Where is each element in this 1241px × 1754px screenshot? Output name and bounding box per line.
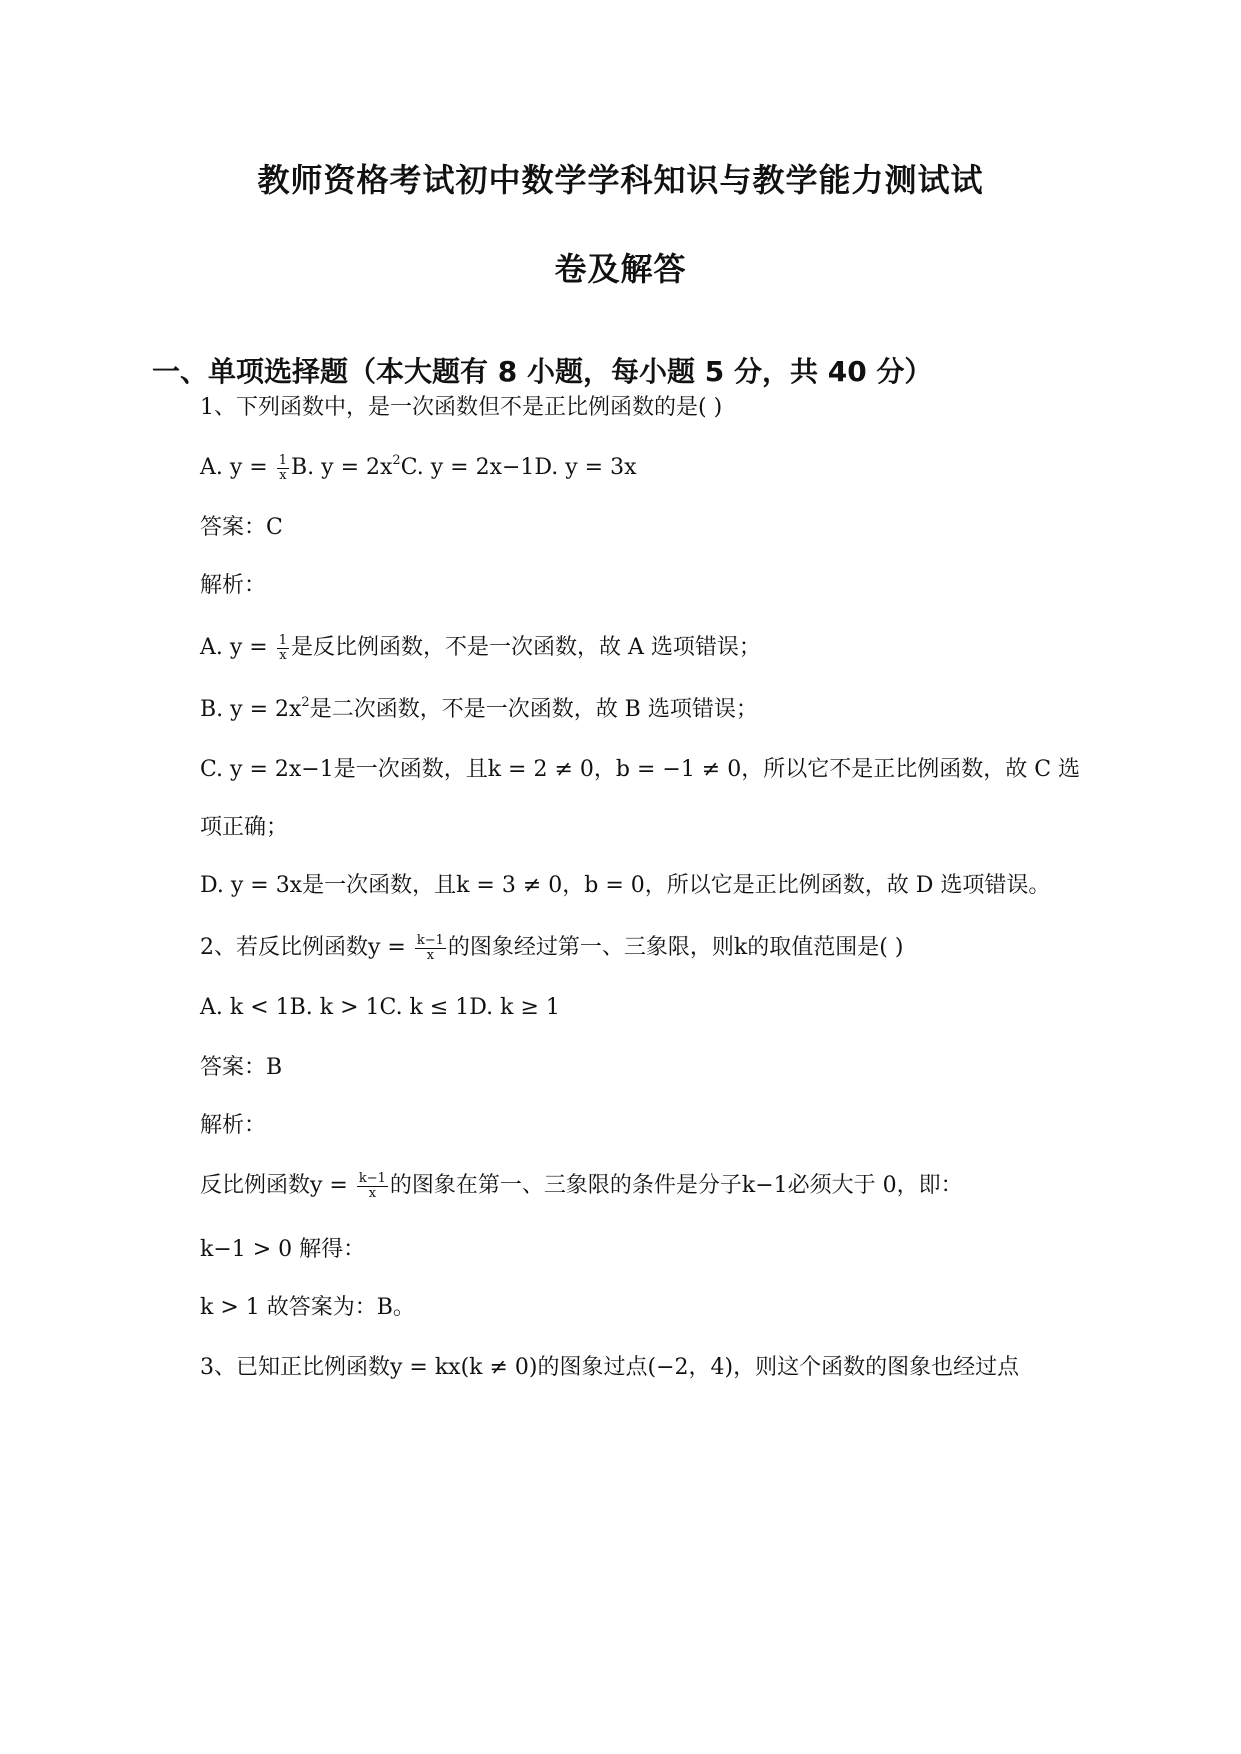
fraction-numerator: 1	[278, 452, 288, 468]
q1-option-b: B. y = 2x	[291, 455, 393, 480]
question-2-stem	[200, 930, 903, 966]
q1-option-cd: C. y = 2x−1D. y = 3x	[400, 455, 637, 480]
page-title-line-2: 卷及解答	[554, 250, 687, 288]
question-1-analysis-b	[200, 692, 758, 728]
analysis-a-prefix: A. y =	[200, 635, 275, 660]
q2-stem-rest: 的图象经过第一、三象限，则k的取值范围是( )	[447, 935, 904, 960]
question-3-stem: 3、已知正比例函数y = kx(k ≠ 0)的图象过点(−2，4)，则这个函数的图象也经过点	[200, 1355, 1020, 1380]
fraction-denominator: x	[368, 1185, 377, 1201]
question-2-options: A. k < 1B. k > 1C. k ≤ 1D. k ≥ 1	[200, 995, 560, 1020]
fraction-numerator: k−1	[358, 1170, 386, 1186]
question-1-analysis-d: D. y = 3x是一次函数，且k = 3 ≠ 0，b = 0，所以它是正比例函数，故 D 选项错误。	[200, 873, 1051, 898]
question-1-analysis-c-line-2: 项正确；	[200, 815, 289, 840]
analysis-b-exponent: 2	[301, 695, 310, 710]
question-1-analysis-a	[200, 630, 761, 666]
question-1-analysis-c-line-1: C. y = 2x−1是一次函数，且k = 2 ≠ 0，b = −1 ≠ 0，所以它不是正比例函数，故 C 选	[200, 757, 1081, 782]
fraction-numerator: 1	[278, 632, 288, 648]
fraction-denominator: x	[279, 647, 287, 663]
analysis-a-rest: 是反比例函数，不是一次函数，故 A 选项错误；	[291, 635, 761, 660]
analysis-b-prefix: B. y = 2x	[200, 697, 302, 722]
fraction-denominator: x	[426, 947, 435, 963]
question-2-analysis-explanation	[200, 1168, 963, 1204]
question-1-answer: 答案：C	[200, 515, 283, 540]
question-2-step-2: k > 1 故答案为：B。	[200, 1295, 415, 1320]
q2-exp-fraction	[357, 1172, 388, 1201]
q1-option-a-fraction	[277, 454, 289, 483]
fraction-denominator: x	[279, 467, 287, 483]
question-2-analysis-label: 解析：	[200, 1113, 267, 1138]
q1-option-b-exponent: 2	[392, 453, 401, 468]
fraction-numerator: k−1	[416, 932, 444, 948]
section-heading: 一、单项选择题（本大题有 8 小题，每小题 5 分，共 40 分）	[152, 355, 933, 388]
analysis-b-rest: 是二次函数，不是一次函数，故 B 选项错误；	[309, 697, 758, 722]
q1-option-a-prefix: A. y =	[200, 455, 275, 480]
question-1-analysis-label: 解析：	[200, 573, 267, 598]
q2-stem-prefix: 2、若反比例函数y =	[200, 935, 413, 960]
question-2-step-1: k−1 > 0 解得：	[200, 1237, 366, 1262]
question-2-answer: 答案：B	[200, 1055, 283, 1080]
q2-exp-rest: 的图象在第一、三象限的条件是分子k−1必须大于 0，即：	[389, 1173, 963, 1198]
question-1-options	[200, 450, 637, 486]
question-1-stem: 1、下列函数中，是一次函数但不是正比例函数的是( )	[200, 395, 723, 420]
analysis-a-fraction	[277, 634, 289, 663]
page-title-line-1: 教师资格考试初中数学学科知识与教学能力测试试	[257, 161, 984, 199]
q2-exp-prefix: 反比例函数y =	[200, 1173, 355, 1198]
q2-stem-fraction	[415, 934, 446, 963]
